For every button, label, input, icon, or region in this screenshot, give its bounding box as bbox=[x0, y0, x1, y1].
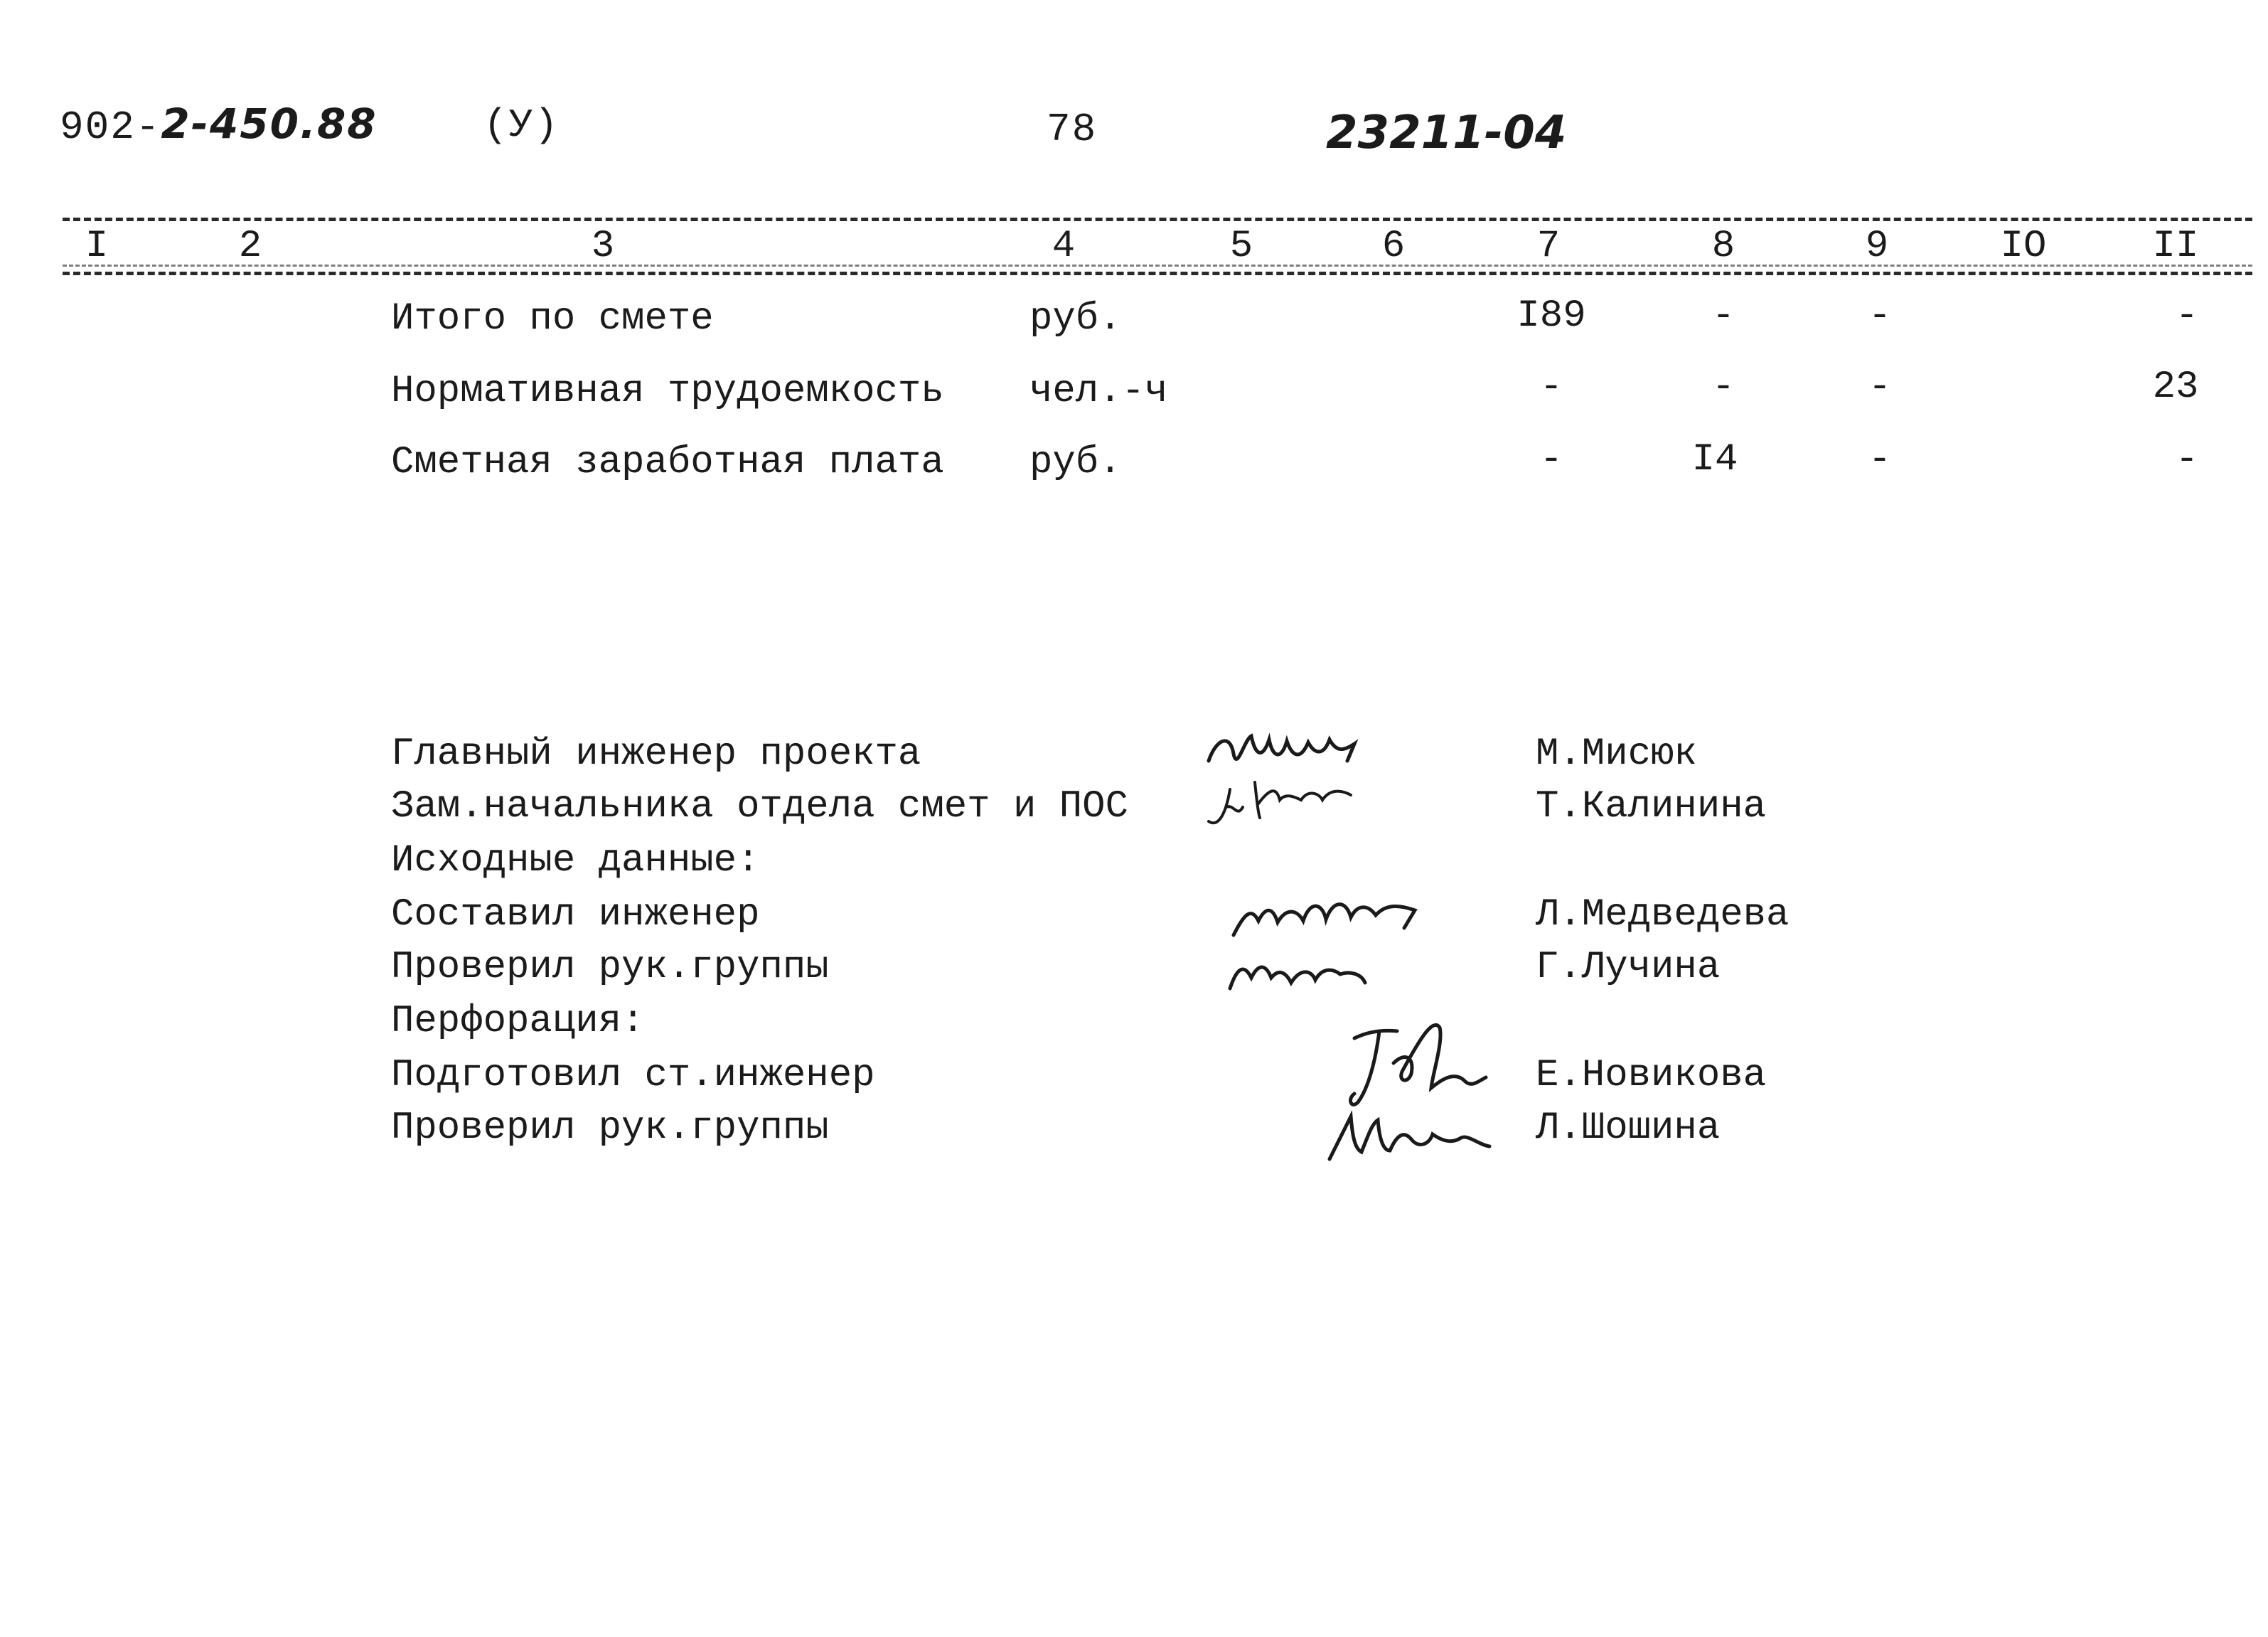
person-name: М.Мисюк bbox=[1536, 732, 1697, 776]
signature-role: Проверил рук.группы bbox=[391, 1107, 829, 1150]
row-label: Нормативная трудоемкость bbox=[391, 370, 944, 413]
column-header: IO bbox=[2000, 225, 2047, 268]
table-header-bottom-rule bbox=[63, 272, 2252, 275]
signature-role: Составил инженер bbox=[391, 893, 760, 937]
column-header: 4 bbox=[1052, 225, 1076, 268]
cell-col-9: - bbox=[1868, 366, 1892, 409]
person-name: Т.Калинина bbox=[1536, 785, 1767, 828]
cell-col-8: - bbox=[1711, 366, 1735, 409]
person-name: Л.Медведева bbox=[1536, 893, 1790, 937]
row-label: Сметная заработная плата bbox=[391, 441, 944, 484]
person-name: Л.Шошина bbox=[1536, 1107, 1721, 1150]
row-unit: руб. bbox=[1029, 441, 1122, 484]
signature-role: Исходные данные: bbox=[391, 839, 760, 883]
signature-role: Перфорация: bbox=[391, 1000, 645, 1043]
cell-col-7: - bbox=[1539, 438, 1563, 481]
signature-role: Зам.начальника отдела смет и ПОС bbox=[391, 785, 1128, 828]
document-number: 23211-04 bbox=[1326, 107, 1567, 159]
cell-col-9: - bbox=[1868, 438, 1892, 481]
column-header: I bbox=[85, 225, 109, 268]
cell-col-8: I4 bbox=[1691, 438, 1738, 481]
cell-col-11: - bbox=[2175, 294, 2199, 338]
column-header: 8 bbox=[1711, 225, 1735, 268]
column-header: II bbox=[2152, 225, 2199, 268]
column-header: 7 bbox=[1536, 225, 1561, 268]
page-number: 78 bbox=[1047, 107, 1098, 152]
cell-col-8: - bbox=[1711, 294, 1735, 338]
handwritten-signature bbox=[1223, 939, 1386, 1010]
column-header: 9 bbox=[1865, 225, 1889, 268]
document-variant: (У) bbox=[483, 102, 560, 148]
cell-col-7: - bbox=[1539, 366, 1563, 409]
signature-role: Подготовил ст.инженер bbox=[391, 1054, 875, 1097]
document-code-handwritten: 2-450.88 bbox=[161, 100, 378, 148]
column-header: 5 bbox=[1229, 225, 1253, 268]
column-header: 3 bbox=[591, 225, 615, 268]
column-header: 2 bbox=[238, 225, 262, 268]
person-name: Г.Лучина bbox=[1536, 946, 1721, 989]
document-code bbox=[60, 100, 378, 150]
person-name: Е.Новикова bbox=[1536, 1054, 1767, 1097]
cell-col-9: - bbox=[1868, 294, 1892, 338]
row-label: Итого по смете bbox=[391, 297, 714, 341]
signature-role: Проверил рук.группы bbox=[391, 946, 829, 989]
document-code-printed: 902- bbox=[60, 105, 161, 150]
row-unit: чел.-ч bbox=[1029, 370, 1168, 413]
signature-role: Главный инженер проекта bbox=[391, 732, 921, 776]
table-header-underline bbox=[63, 265, 2252, 267]
column-header: 6 bbox=[1381, 225, 1406, 268]
handwritten-signature bbox=[1202, 768, 1386, 832]
row-unit: руб. bbox=[1029, 297, 1122, 341]
handwritten-signature bbox=[1322, 1095, 1500, 1166]
cell-col-11: 23 bbox=[2152, 366, 2199, 409]
cell-col-11: - bbox=[2175, 438, 2199, 481]
table-header-top-rule bbox=[63, 218, 2252, 221]
cell-col-7: I89 bbox=[1517, 294, 1586, 338]
